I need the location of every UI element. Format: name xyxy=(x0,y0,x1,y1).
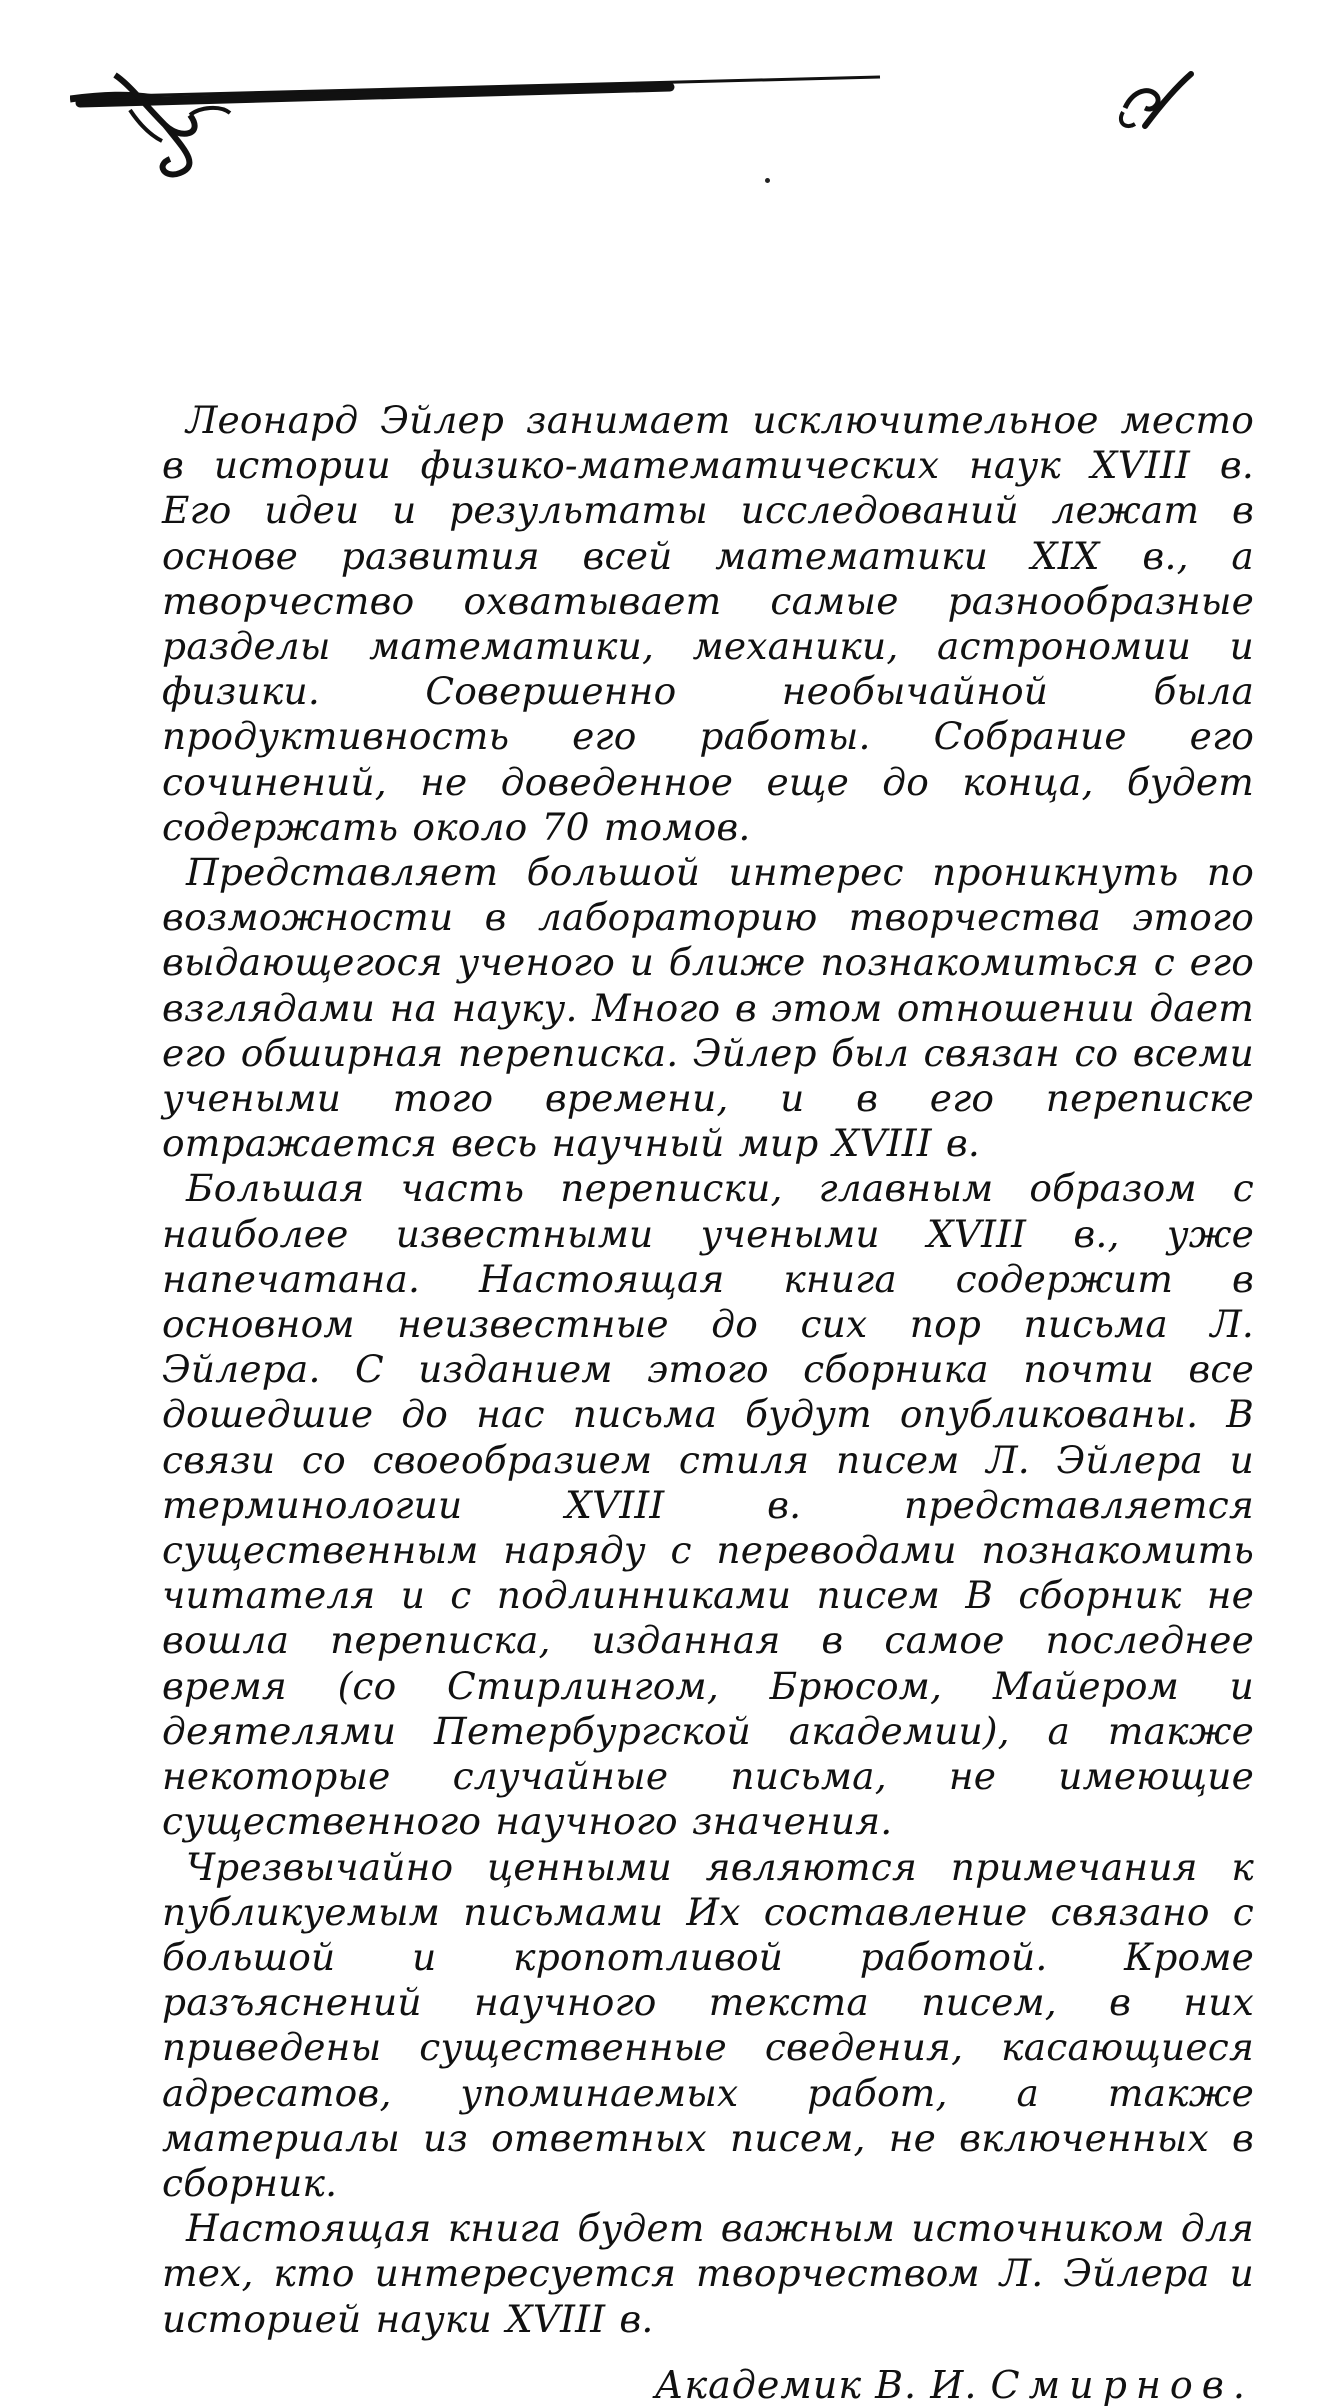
foreword-text xyxy=(162,398,1254,2408)
paragraph-2: Представляет большой интерес проникнуть по возможности в лабораторию творчества этого выдающегося ученого и ближе познакомиться с его взглядами на науку. Много в этом отношении дает его обширная переписка. Эйлер был связан со всеми учеными того времени, и в его переписке отражается весь научный мир XVIII в. xyxy=(162,850,1254,1166)
paragraph-5: Настоящая книга будет важным источником для тех, кто интересуется творчеством Л. Эйлера и историей науки XVIII в. xyxy=(162,2206,1254,2341)
header-ornament xyxy=(70,55,890,185)
paragraph-1: Леонард Эйлер занимает исключительное место в истории физико-математических наук XVIII в. Его идеи и результаты исследований лежат в основе развития всей математики XIX в., а творчество охватывает самые разнообразные разделы математики, механики, астрономии и физики. Совершенно необычайной была продуктивность его работы. Собрание его сочинений, не доведенное еще до конца, будет содержать около 70 томов. xyxy=(162,398,1254,849)
corner-mark xyxy=(1105,68,1195,138)
paragraph-3: Большая часть переписки, главным образом с наиболее известными учеными XVIII в., уже напечатана. Настоящая книга содержит в основном неизвестные до сих пор письма Л. Эйлера. С изданием этого сборника почти все дошедшие до нас письма будут опубликованы. В связи со своеобразием стиля писем Л. Эйлера и терминологии XVIII в. представляется существенным наряду с переводами познакомить читателя и с подлинниками писем В сборник не вошла переписка, изданная в самое последнее время (со Стирлингом, Брюсом, Майером и деятелями Петербургской академии), а также некоторые случайные письма, не имеющие существенного научного значения. xyxy=(162,1166,1254,1844)
signature-title: Академик В. И. xyxy=(654,2362,978,2407)
paragraph-4: Чрезвычайно ценными являются примечания к публикуемым письмами Их составление связано с большой и кропотливой работой. Кроме разъяснений научного текста писем, в них приведены существенные сведения, касающиеся адресатов, упоминаемых работ, а также материалы из ответных писем, не включенных в сборник. xyxy=(162,1844,1254,2205)
speck xyxy=(765,178,770,183)
signature-surname: Смирнов. xyxy=(990,2362,1254,2407)
signature xyxy=(162,2362,1254,2408)
